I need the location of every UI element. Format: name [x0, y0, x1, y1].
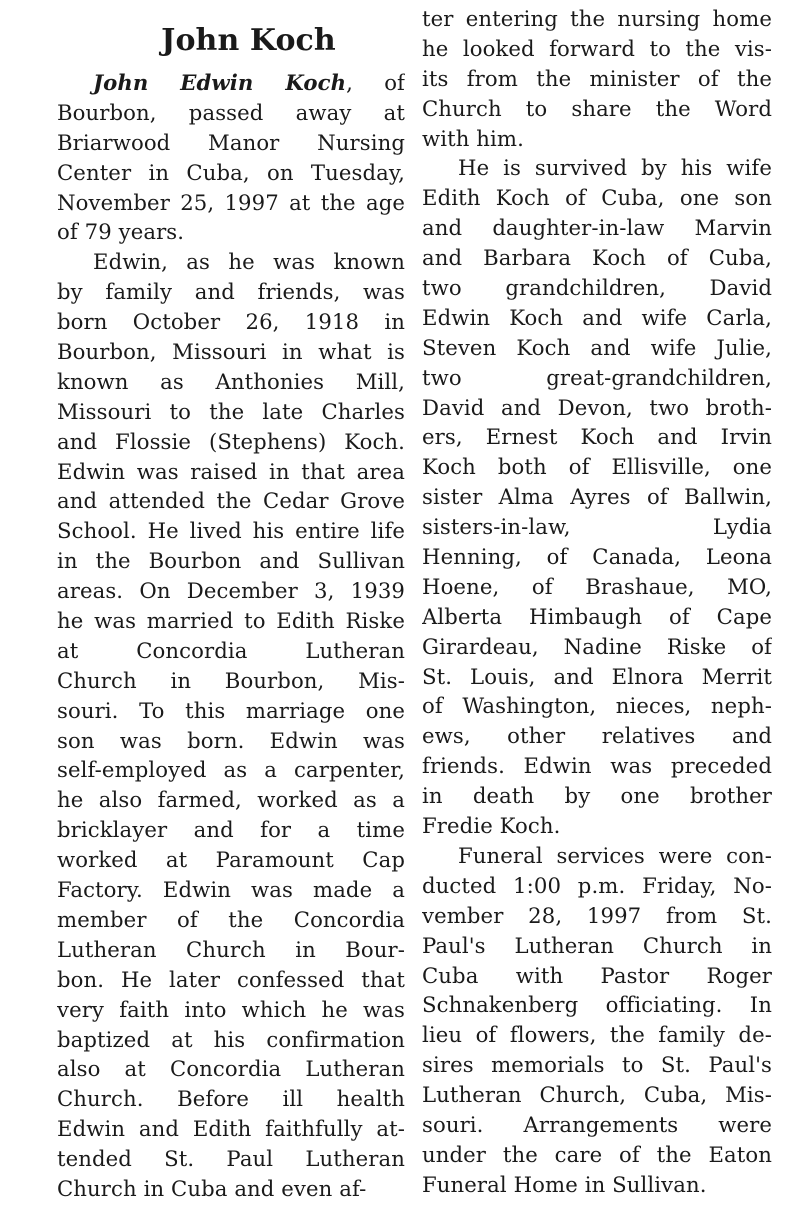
text-line: Edwin and Edith faithfully at-: [57, 1116, 405, 1142]
text-line: School. He lived his entire life: [57, 518, 405, 544]
text-line: two great-grandchildren,: [422, 364, 772, 390]
text-line: sires memorials to St. Paul's: [422, 1052, 772, 1078]
text-line: Paul's Lutheran Church in: [422, 932, 772, 958]
text-line: baptized at his confirmation: [57, 1026, 405, 1052]
text-line: November 25, 1997 at the age: [57, 189, 405, 215]
left-column: [57, 6, 405, 1204]
text-line: known as Anthonies Mill,: [57, 368, 405, 394]
text-line: friends. Edwin was preceded: [422, 753, 772, 779]
text-line: Henning, of Canada, Leona: [422, 544, 772, 570]
text-line: Cuba with Pastor Roger: [422, 962, 772, 988]
text-line: ter entering the nursing home: [422, 6, 772, 31]
text-line: Funeral Home in Sullivan.: [422, 1171, 707, 1197]
text-line: souri. Arrangements were: [422, 1111, 772, 1137]
text-line: born October 26, 1918 in: [57, 309, 405, 335]
text-line: Hoene, of Brashaue, MO,: [422, 573, 772, 599]
text-line: Church to share the Word: [422, 95, 772, 121]
text-line: Edwin was raised in that area: [57, 458, 405, 484]
lead-name: John Edwin Koch: [93, 70, 347, 95]
text-line: He is survived by his wife: [458, 155, 772, 181]
text-line: ducted 1:00 p.m. Friday, No-: [422, 872, 772, 898]
text-line: sister Alma Ayres of Ballwin,: [422, 484, 772, 510]
text-line: St. Louis, and Elnora Merrit: [422, 663, 772, 689]
text-line: also at Concordia Lutheran: [57, 1056, 405, 1082]
text-line: Briarwood Manor Nursing: [57, 129, 405, 155]
text-line: he was married to Edith Riske: [57, 608, 405, 634]
text-line: Edith Koch of Cuba, one son: [422, 185, 772, 211]
lead-line: [57, 68, 405, 98]
text-line: and daughter-in-law Marvin: [422, 215, 772, 241]
text-line: Bourbon, Missouri in what is: [57, 339, 405, 365]
text-line: ews, other relatives and: [422, 723, 772, 749]
text-line: under the care of the Eaton: [422, 1141, 772, 1167]
text-line: Center in Cuba, on Tuesday,: [57, 159, 405, 185]
text-line: Girardeau, Nadine Riske of: [422, 633, 772, 659]
text-line: Fredie Koch.: [422, 813, 561, 839]
text-line: with him.: [422, 125, 524, 151]
text-line: Lutheran Church in Bour-: [57, 936, 405, 962]
text-line: Factory. Edwin was made a: [57, 877, 405, 903]
lead-rest: , of: [346, 70, 405, 95]
text-line: he also farmed, worked as a: [57, 787, 405, 813]
text-line: two grandchildren, David: [422, 275, 772, 301]
text-line: in death by one brother: [422, 783, 772, 809]
text-line: Bourbon, passed away at: [57, 99, 405, 125]
text-line: ers, Ernest Koch and Irvin: [422, 424, 772, 450]
text-line: of 79 years.: [57, 219, 185, 245]
text-line: Schnakenberg officiating. In: [422, 992, 772, 1018]
left-paragraph-lines: [57, 98, 405, 1204]
text-line: areas. On December 3, 1939: [57, 578, 405, 604]
text-line: bon. He later confessed that: [57, 966, 405, 992]
text-line: tended St. Paul Lutheran: [57, 1146, 405, 1172]
headline: John Koch: [161, 23, 336, 58]
text-line: sisters-in-law, Lydia: [422, 514, 772, 540]
text-line: self-employed as a carpenter,: [57, 757, 405, 783]
text-line: Lutheran Church, Cuba, Mis-: [422, 1082, 772, 1108]
text-line: and attended the Cedar Grove: [57, 488, 405, 514]
text-line: lieu of flowers, the family de-: [422, 1022, 772, 1048]
text-line: worked at Paramount Cap: [57, 847, 405, 873]
text-line: David and Devon, two broth-: [422, 394, 772, 420]
text-line: Alberta Himbaugh of Cape: [422, 603, 772, 629]
right-paragraph-lines: [422, 4, 772, 1200]
text-line: in the Bourbon and Sullivan: [57, 548, 405, 574]
text-line: son was born. Edwin was: [57, 727, 405, 753]
text-line: very faith into which he was: [57, 996, 405, 1022]
text-line: of Washington, nieces, neph-: [422, 693, 772, 719]
text-line: member of the Concordia: [57, 906, 405, 932]
text-line: souri. To this marriage one: [57, 697, 405, 723]
text-line: he looked forward to the vis-: [422, 35, 772, 61]
text-line: Church in Cuba and even af-: [57, 1175, 367, 1201]
right-column: [422, 4, 772, 1200]
text-line: Steven Koch and wife Julie,: [422, 334, 772, 360]
text-line: Edwin, as he was known: [93, 249, 405, 275]
text-line: bricklayer and for a time: [57, 817, 405, 843]
text-line: vember 28, 1997 from St.: [422, 902, 772, 928]
text-line: Church in Bourbon, Mis-: [57, 667, 405, 693]
text-line: its from the minister of the: [422, 65, 772, 91]
text-line: by family and friends, was: [57, 279, 405, 305]
text-line: and Barbara Koch of Cuba,: [422, 245, 772, 271]
text-line: Koch both of Ellisville, one: [422, 454, 772, 480]
text-line: Church. Before ill health: [57, 1086, 405, 1112]
text-line: Funeral services were con-: [458, 842, 772, 868]
text-line: Missouri to the late Charles: [57, 398, 405, 424]
text-line: at Concordia Lutheran: [57, 637, 405, 663]
text-line: and Flossie (Stephens) Koch.: [57, 428, 405, 454]
text-line: Edwin Koch and wife Carla,: [422, 304, 772, 330]
